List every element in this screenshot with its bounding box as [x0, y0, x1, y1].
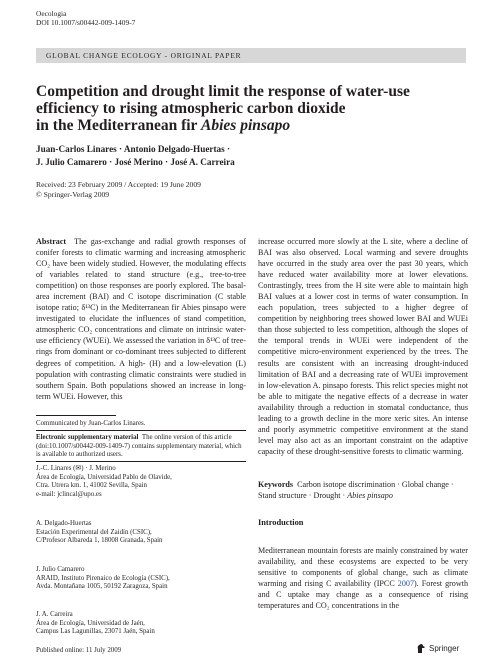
abstract-left-column: [36, 236, 246, 402]
title-line-3-text: in the Mediterranean fir: [36, 117, 202, 134]
journal-header: [36, 9, 135, 27]
affiliation-address: C/Profesor Albareda 1, 18008 Granada, Spain: [36, 537, 163, 545]
published-online: Published online: 11 July 2009: [36, 647, 122, 654]
springer-logo: [416, 643, 459, 654]
abstract-heading: Abstract: [36, 237, 67, 246]
affiliation-linares-merino: [36, 465, 246, 499]
keywords-label: Keywords: [258, 480, 294, 489]
esm-text: The online version of this article (doi:10.1007/s00442-009-1409-7) contains supplementary material, which is available to authorized users.: [36, 434, 242, 459]
abstract-text-left: The gas-exchange and radial growth responses of conifer forests to climatic warming and increasing atmospheric CO₂ have been widely studied. However, the modulating effects of variables related to stand structure (e.g., tree-to-tree competition) on those responses are poorly explored. The basal-area increment (BAI) and C isotope discrimination (C stable isotope ratio; δ¹³C) in the Mediterranean fir Abies pinsapo were investigated to elucidate the influences of stand competition, atmospheric CO₂ concentrations and climate on intrinsic water-use efficiency (WUEi). We assessed the variation in δ¹³C of tree-rings from dominant or co-dominant trees subjected to different degrees of competition. A high- (H) and a low-elevation (L) population with contrasting climatic constraints were studied in southern Spain. Both populations showed an increase in long-term WUEi. However, this: [36, 237, 246, 401]
affiliation-email: e-mail: jclincal@upo.es: [36, 490, 102, 498]
affiliation-authors: J. A. Carreira: [36, 611, 73, 618]
affiliation-authors: J.-C. Linares (✉) · J. Merino: [36, 465, 116, 472]
section-label: GLOBAL CHANGE ECOLOGY - ORIGINAL PAPER: [46, 51, 242, 60]
article-title: [36, 83, 456, 134]
doi-line: DOI 10.1007/s00442-009-1409-7: [36, 18, 136, 27]
keywords-block: [258, 479, 468, 501]
title-species: Abies pinsapo: [201, 117, 291, 134]
affiliation-institution: ARAID, Instituto Pirenaico de Ecología (CSIC),: [36, 574, 170, 582]
esm-divider-bottom: [36, 461, 246, 462]
affiliation-delgado-huertas: [36, 520, 246, 546]
affiliation-address: Campus Las Lagunillas, 23071 Jaén, Spain: [36, 628, 155, 636]
esm-label: Electronic supplementary material: [36, 434, 139, 441]
introduction-heading: Introduction: [258, 518, 304, 527]
affiliation-address: Avda. Montañana 1005, 50192 Zaragoza, Spain: [36, 583, 168, 591]
abstract-right-column: [258, 236, 468, 457]
affiliation-authors: J. Julio Camarero: [36, 566, 85, 573]
introduction-text: [258, 545, 468, 611]
affiliation-institution: Estación Experimental del Zaidín (CSIC),: [36, 528, 152, 536]
authors-line-2: J. Julio Camarero · José Merino · José A. Carreira: [36, 156, 235, 167]
article-dates: [36, 180, 201, 200]
section-banner: [36, 48, 466, 63]
ipcc-citation-link[interactable]: 2007: [397, 579, 414, 589]
springer-horse-icon: [416, 643, 426, 654]
supplementary-material-note: [36, 434, 246, 460]
publisher-name: Springer: [429, 643, 460, 653]
title-line-2: efficiency to rising atmospheric carbon dioxide: [36, 100, 346, 117]
intro-text-before: Mediterranean mountain forests are mainly constrained by water availability, and these ecosystems are expected to be very sensitive to components of global change, such as climate warming and rising C availability (IPCC: [258, 546, 468, 589]
received-accepted: Received: 23 February 2009 / Accepted: 19 June 2009: [36, 180, 201, 189]
journal-name: Oecologia: [36, 9, 67, 18]
affiliation-institution: Área de Ecología, Universidad de Jaén,: [36, 619, 145, 627]
affiliation-address: Ctra. Utrera km. 1, 41002 Sevilla, Spain: [36, 482, 147, 490]
author-list: [36, 143, 456, 168]
communicated-by: Communicated by Juan-Carlos Linares.: [36, 420, 146, 427]
affiliation-authors: A. Delgado-Huertas: [36, 520, 92, 527]
abstract-text-right: increase occurred more slowly at the L site, where a decline of BAI was also observed. Local warming and severe droughts have occurred in the study area over the past 30 years, which have reduced water availability more at lower elevations. Contrastingly, trees from the H site were able to maintain high BAI values at a lower cost in terms of water consumption. In each population, trees subjected to a higher degree of competition by neighboring trees showed lower BAI and WUEi than those subjected to less competition, although the slopes of the temporal trends in WUEi were independent of the competitive micro-environment experienced by the trees. The results are consistent with an increasing drought-induced limitation of BAI and a decreasing rate of WUEi improvement in low-elevation A. pinsapo forests. This relict species might not be able to mitigate the negative effects of a decrease in water availability through a reduction in stomatal conductance, thus leading to a growth decline in the more xeric sites. An intense and poorly asymmetric competitive environment at the stand level may also act as an important constraint on the adaptive capacity of these drought-sensitive forests to climatic warming.: [258, 237, 468, 456]
affiliation-camarero: [36, 566, 246, 592]
affiliation-institution: Área de Ecología, Universidad Pablo de Olavide,: [36, 473, 172, 481]
esm-divider-top: [36, 430, 246, 431]
keywords-text: Carbon isotope discrimination · Global change · Stand structure · Drought ·: [258, 480, 454, 501]
authors-line-1: Juan-Carlos Linares · Antonio Delgado-Huertas ·: [36, 144, 231, 154]
title-line-1: Competition and drought limit the response of water-use: [36, 83, 410, 100]
keywords-species: Abies pinsapo: [347, 491, 393, 501]
footnote-divider: [36, 415, 116, 416]
affiliation-carreira: [36, 611, 246, 637]
intro-text-after: ). Forest growth and C uptake may change as a consequence of rising temperatures and CO₂ concentrations in the: [258, 579, 468, 611]
title-line-3: [36, 117, 456, 134]
copyright: © Springer-Verlag 2009: [36, 190, 110, 199]
